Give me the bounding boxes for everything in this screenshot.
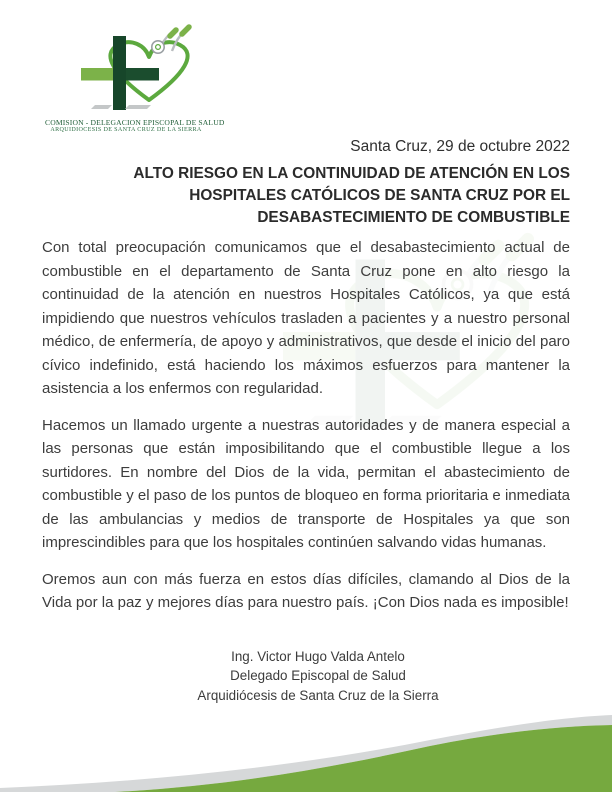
paragraph-2: Hacemos un llamado urgente a nuestras autoridades y de manera especial a las personas que están imposibilitando que el combustible llegue a los surtidores. En nombre del Dios de la vida, permitan el abastecimiento de combustible y el paso de los puntos de bloqueo en forma prioritaria e inmediata de las ambulancias y medios de transporte de Hospitales ya que son imprescindibles para que los hospitales continúen salvando vidas humanas. [42, 416, 570, 551]
date-line: Santa Cruz, 29 de octubre 2022 [350, 138, 570, 155]
org-name-line1: COMISION - DELEGACION EPISCOPAL DE SALUD [45, 118, 225, 127]
signer-org: Arquidiócesis de Santa Cruz de la Sierra [197, 687, 439, 703]
footer-wave-decoration [0, 692, 612, 792]
org-name-line2: ARQUIDIOCESIS DE SANTA CRUZ DE LA SIERRA [50, 127, 202, 133]
document-title [42, 163, 570, 229]
org-logo [45, 12, 225, 133]
letter-body [42, 236, 570, 628]
health-commission-logo-icon [51, 12, 201, 116]
signer-name: Ing. Victor Hugo Valda Antelo [231, 649, 405, 664]
paragraph-1: Con total preocupación comunicamos que el desabastecimiento actual de combustible en el departamento de Santa Cruz pone en alto riesgo la continuidad de la atención en nuestros Hospitales Católicos, ya que está impidiendo que nuestros vehículos trasladen a pacientes y a nuestro personal médico, de enfermería, de apoyo y administrativos, que desde el inicio del paro cívico indefinido, está haciendo los máximos esfuerzos para mantener la asistencia a los enfermos con regularidad. [42, 239, 570, 397]
title-line-2: HOSPITALES CATÓLICOS DE SANTA CRUZ POR EL [189, 187, 570, 204]
title-line-3: DESABASTECIMIENTO DE COMBUSTIBLE [257, 209, 570, 226]
title-line-1: ALTO RIESGO EN LA CONTINUIDAD DE ATENCIÓN EN LOS [133, 165, 570, 182]
signer-role: Delegado Episcopal de Salud [230, 668, 406, 684]
paragraph-3: Oremos aun con más fuerza en estos días difíciles, clamando al Dios de la Vida por la paz y mejores días para nuestro país. ¡Con Dios nada es imposible! [42, 570, 570, 611]
cross-icon [81, 68, 113, 81]
